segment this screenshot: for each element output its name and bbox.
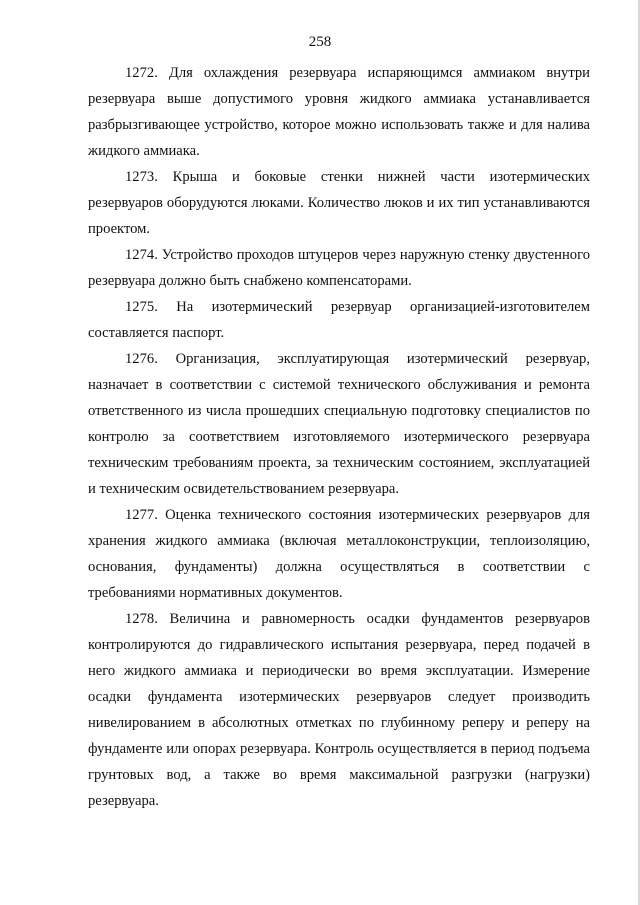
paragraph-1278: 1278. Величина и равномерность осадки фундаментов резервуаров контролируются до гидравлического испытания резервуара, перед подачей в него жидкого аммиака и периодически во время эксплуатации. Измерение осадки фундамента изотермических резервуаров следует производить нивелированием в абсолютных отметках по глубинному реперу и реперу на фундаменте или опорах резервуара. Контроль осуществляется в период подъема грунтовых вод, а также во время максимальной разгрузки (нагрузки) резервуара. [88,611,590,809]
document-body [88,60,590,814]
paragraph-1274: 1274. Устройство проходов штуцеров через наружную стенку двустенного резервуара должно быть снабжено компенсаторами. [88,247,590,289]
paragraph-1275: 1275. На изотермический резервуар организацией-изготовителем составляется паспорт. [88,299,590,341]
paragraph-1273: 1273. Крыша и боковые стенки нижней части изотермических резервуаров оборудуются люками. Количество люков и их тип устанавливаются проектом. [88,169,590,237]
paragraph-1272: 1272. Для охлаждения резервуара испаряющимся аммиаком внутри резервуара выше допустимого уровня жидкого аммиака устанавливается разбрызгивающее устройство, которое можно использовать также и для налива жидкого аммиака. [88,65,590,159]
paragraph-1277: 1277. Оценка технического состояния изотермических резервуаров для хранения жидкого аммиака (включая металлоконструкции, теплоизоляцию, основания, фундаменты) должна осуществляться в соответствии с требованиями нормативных документов. [88,507,590,601]
paragraph-1276: 1276. Организация, эксплуатирующая изотермический резервуар, назначает в соответствии с системой технического обслуживания и ремонта ответственного из числа прошедших специальную подготовку специалистов по контролю за соответствием изготовляемого изотермического резервуара техническим требованиям проекта, за техническим состоянием, эксплуатацией и техническим освидетельствованием резервуара. [88,351,590,497]
page-number: 258 [308,34,332,50]
